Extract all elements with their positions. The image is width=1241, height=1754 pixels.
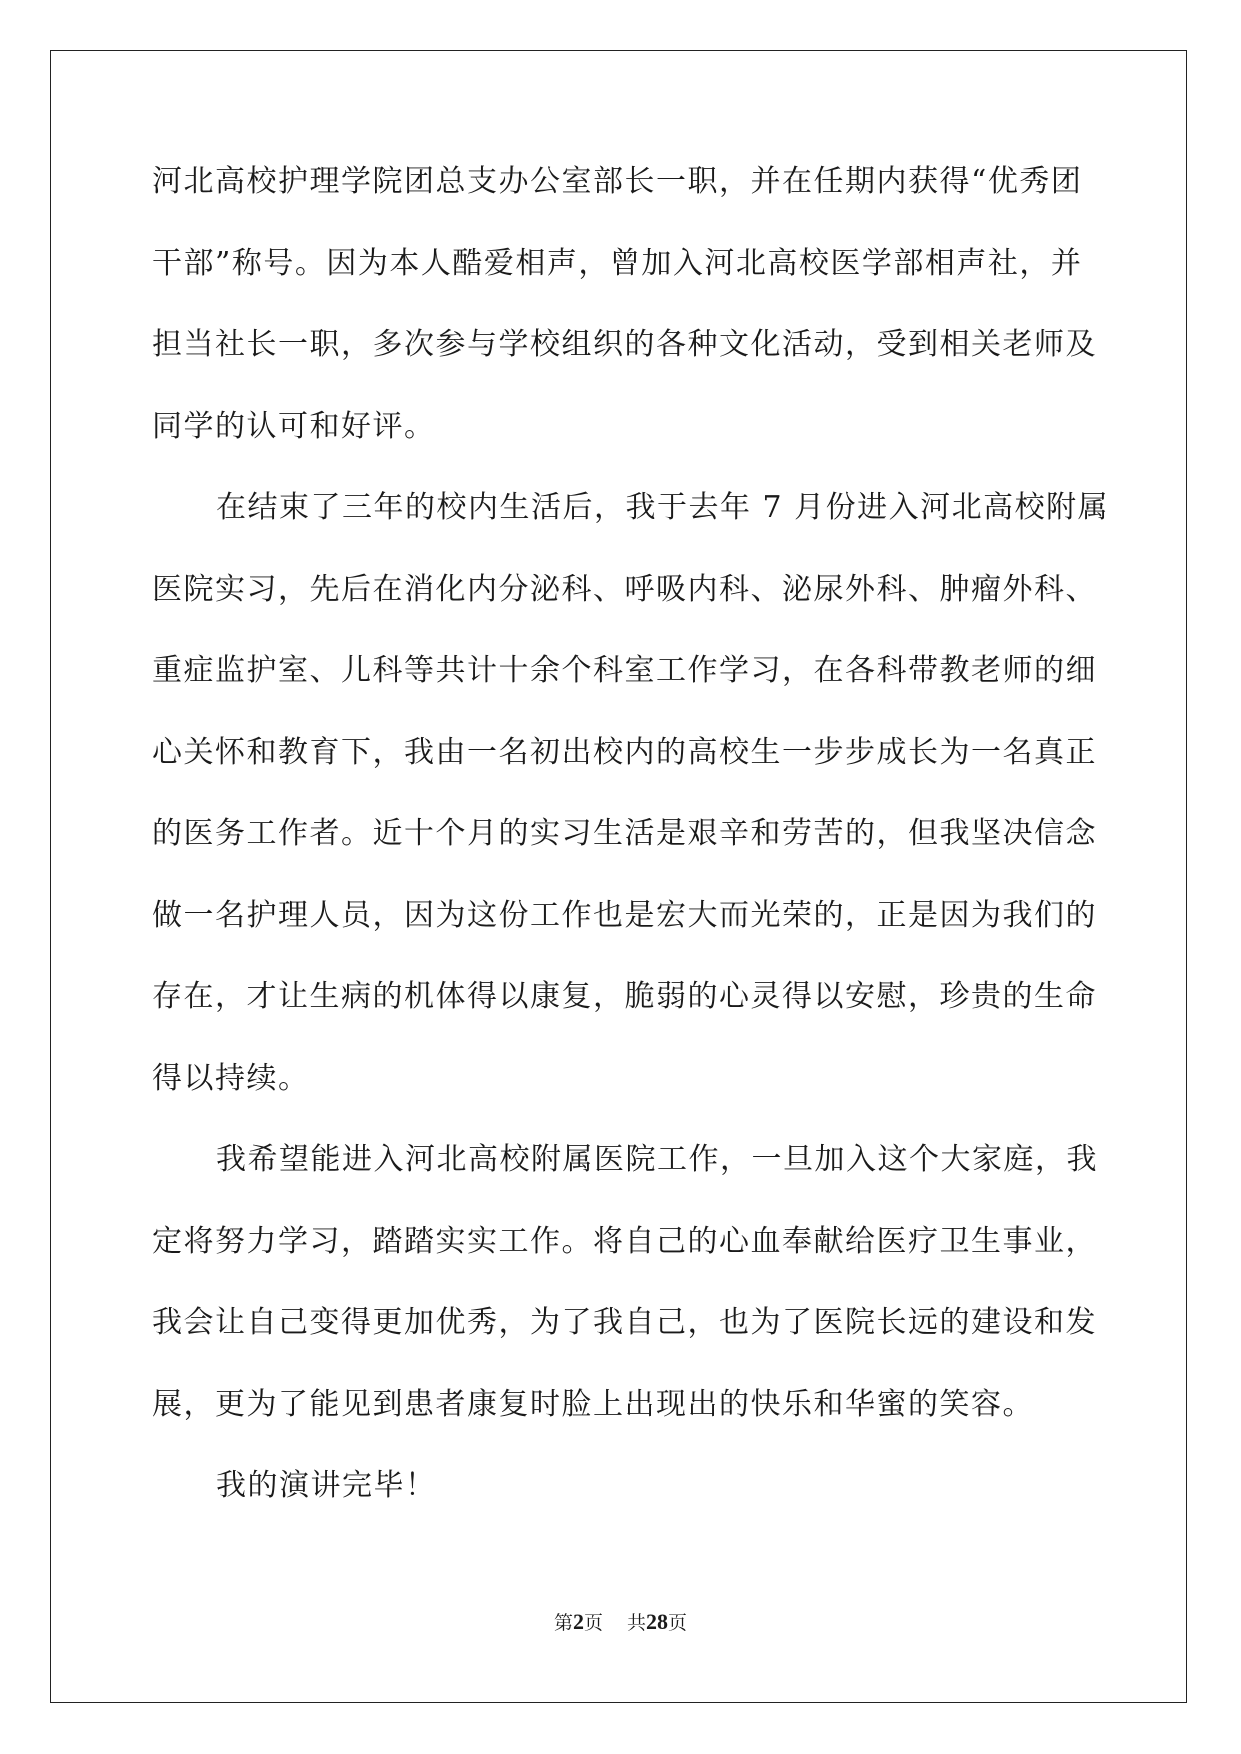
text-line: 河北高校护理学院团总支办公室部长一职，并在任期内获得“优秀团 [152,164,1083,199]
page-number: 2 [572,1609,584,1634]
text-line: 存在，才让生病的机体得以康复，脆弱的心灵得以安慰，珍贵的生命 [152,979,1097,1014]
document-body [152,159,1110,1545]
closing-line: 我的演讲完毕！ [216,1468,437,1503]
page-suffix: 页 [583,1612,603,1634]
text-line: 我会让自己变得更加优秀，为了我自己，也为了医院长远的建设和发 [152,1305,1097,1340]
text-line: 的医务工作者。近十个月的实习生活是艰辛和劳苦的，但我坚决信念 [152,816,1097,851]
text-line: 定将努力学习，踏踏实实工作。将自己的心血奉献给医疗卫生事业， [152,1223,1097,1259]
text-line: 展，更为了能见到患者康复时脸上出现出的快乐和华蜜的笑容。 [152,1386,1034,1422]
text-line: 干部”称号。因为本人酷爱相声，曾加入河北高校医学部相声社，并 [152,245,1083,281]
text-line: 担当社长一职，多次参与学校组织的各种文化活动，受到相关老师及 [152,327,1097,362]
page-prefix: 第 [553,1612,573,1634]
text-line: 做一名护理人员，因为这份工作也是宏大而光荣的，正是因为我们的 [152,897,1097,933]
total-suffix: 页 [668,1612,688,1634]
total-prefix: 共 [627,1612,647,1634]
paragraph-start-line: 在结束了三年的校内生活后，我于去年 7 月份进入河北高校附属 [216,490,1110,525]
total-pages: 28 [646,1609,669,1634]
text-line: 重症监护室、儿科等共计十余个科室工作学习，在各科带教老师的细 [152,653,1097,688]
page-footer [0,1608,1241,1635]
paragraph-start-line: 我希望能进入河北高校附属医院工作，一旦加入这个大家庭，我 [216,1142,1098,1177]
text-line: 心关怀和教育下，我由一名初出校内的高校生一步步成长为一名真正 [152,734,1097,770]
text-line: 同学的认可和好评。 [152,408,436,444]
text-line: 得以持续。 [152,1060,310,1096]
text-line: 医院实习，先后在消化内分泌科、呼吸内科、泌尿外科、肿瘤外科、 [152,571,1097,607]
